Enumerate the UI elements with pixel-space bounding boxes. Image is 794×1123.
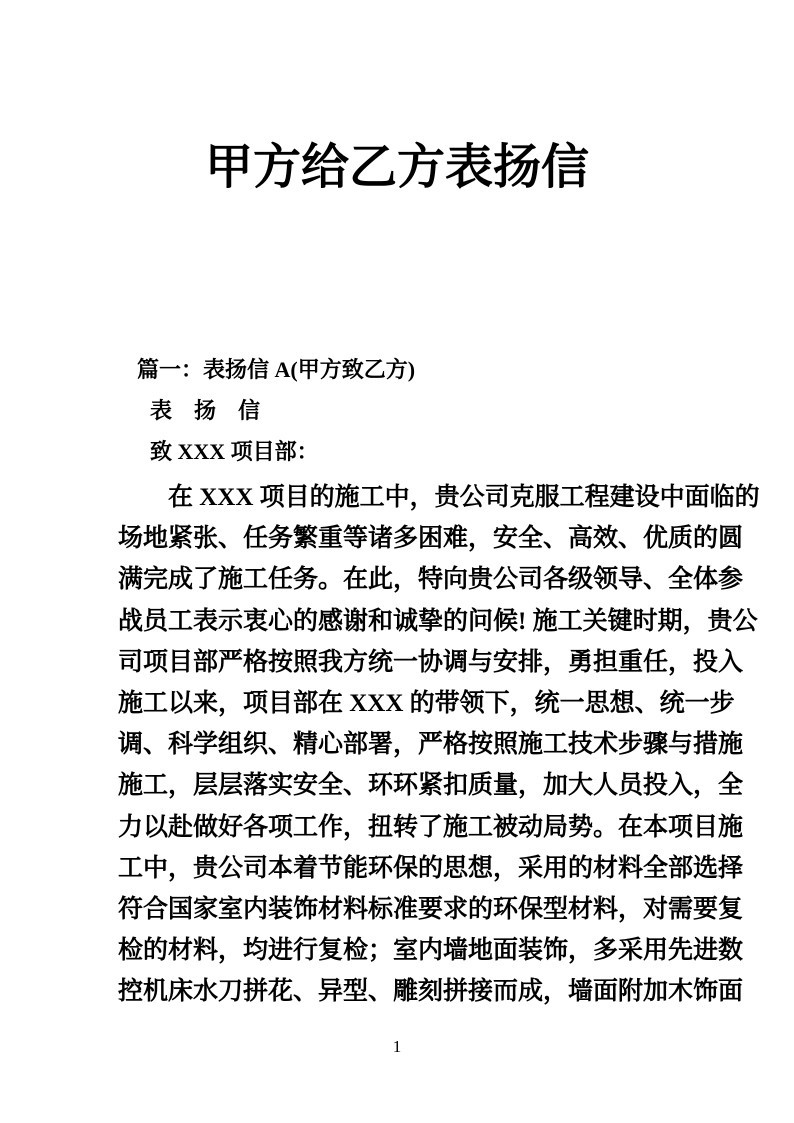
- body-line: 施工，层层落实安全、环环紧扣质量，加大人员投入，全: [118, 772, 744, 800]
- body-line: 调、科学组织、精心部署，严格按照施工技术步骤与措施: [118, 731, 744, 759]
- salutation-line: 致 XXX 项目部：: [150, 439, 319, 464]
- body-line: 控机床水刀拼花、异型、雕刻拼接而成，墙面附加木饰面: [118, 978, 744, 1006]
- document-title: 甲方给乙方表扬信: [204, 141, 589, 194]
- body-line: 司项目部严格按照我方统一协调与安排，勇担重任，投入: [118, 648, 744, 676]
- body-line: 符合国家室内装饰材料标准要求的环保型材料，对需要复: [118, 896, 744, 924]
- body-line: 在 XXX 项目的施工中，贵公司克服工程建设中面临的: [168, 484, 760, 511]
- letter-title: 表 扬 信: [150, 398, 261, 423]
- body-line: 满完成了施工任务。在此，特向贵公司各级领导、全体参: [118, 566, 744, 594]
- body-line: 力以赴做好各项工作，扭转了施工被动局势。在本项目施: [118, 813, 744, 841]
- page-number: 1: [392, 1037, 402, 1056]
- body-line: 战员工表示衷心的感谢和诚挚的问候! 施工关键时期，贵公: [118, 607, 758, 635]
- body-line: 场地紧张、任务繁重等诸多困难，安全、高效、优质的圆: [118, 525, 744, 553]
- document-content: [118, 349, 760, 1013]
- body-line: 施工以来，项目部在 XXX 的带领下，统一思想、统一步: [118, 690, 735, 718]
- section-heading: 篇一：表扬信 A(甲方致乙方): [137, 357, 416, 382]
- body-paragraph: [118, 477, 760, 1013]
- body-line: 检的材料，均进行复检；室内墙地面装饰，多采用先进数: [118, 937, 744, 965]
- body-line: 工中，贵公司本着节能环保的思想，采用的材料全部选择: [118, 854, 744, 882]
